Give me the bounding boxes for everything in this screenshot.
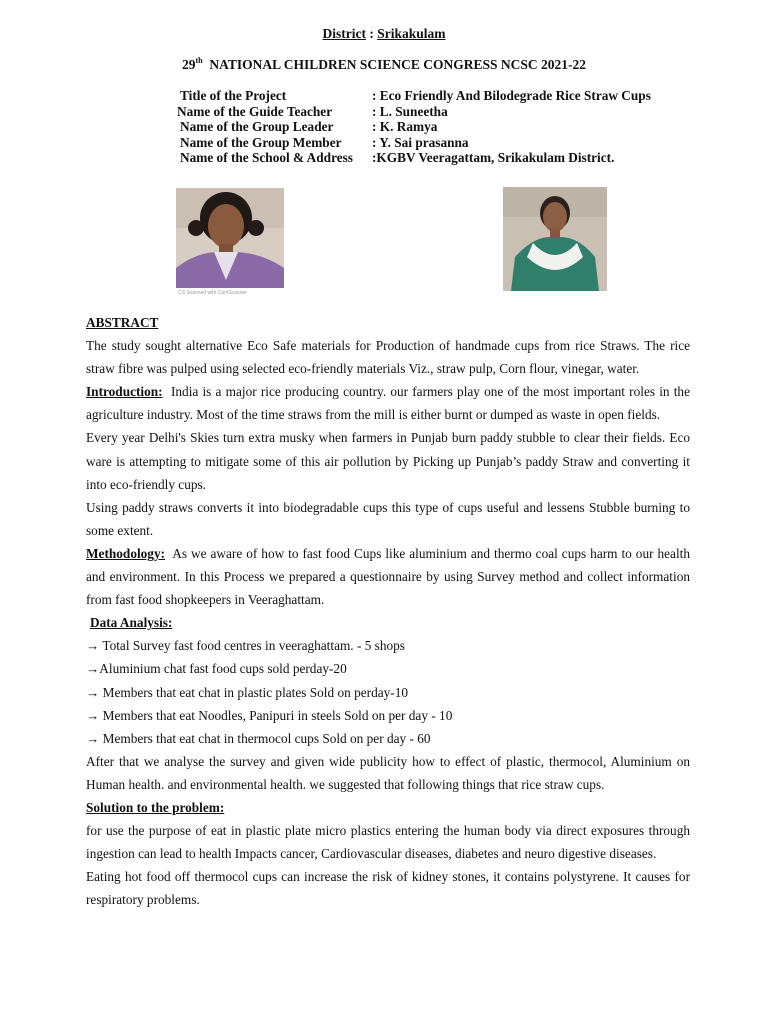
project-details [177, 88, 651, 166]
detail-row-leader [180, 119, 651, 135]
detail-value: : Y. Sai prasanna [372, 134, 469, 150]
congress-ordinal: 29 [181, 57, 196, 72]
data-analysis-item: → Members that eat Noodles, Panipuri in steels Sold on per day - 10 [86, 707, 453, 723]
detail-key: Name of the Guide Teacher [177, 103, 333, 119]
methodology-paragraph [86, 542, 694, 611]
data-analysis-item: →Aluminium chat fast food cups sold perday-20 [86, 661, 347, 677]
data-analysis-heading-line [86, 611, 690, 634]
introduction-paragraph-3: Using paddy straws converts it into biodegradable cups this type of cups useful and lessens Stubble burning to some extent. [86, 499, 690, 538]
district-separator: : [365, 26, 378, 41]
abstract-heading [86, 311, 690, 334]
detail-value: :KGBV Veeragattam, Srikakulam District. [372, 150, 615, 166]
congress-ordinal-suffix: th [195, 56, 203, 65]
student-portrait-image [176, 188, 284, 288]
document-body [86, 311, 694, 911]
solution-heading: Solution to the problem: [86, 799, 225, 815]
group-member-photo [503, 187, 607, 291]
abstract-title: ABSTRACT [86, 315, 159, 330]
data-analysis-item: → Members that eat chat in plastic plates Sold on perday-10 [86, 684, 408, 700]
district-line [0, 26, 768, 42]
introduction-heading: Introduction: [86, 384, 163, 400]
district-label: District [322, 26, 366, 41]
detail-value: : Eco Friendly And Bilodegrade Rice Straw Cups [372, 88, 651, 103]
detail-row-title [180, 88, 651, 104]
group-leader-photo [176, 188, 284, 288]
detail-row-member [180, 135, 651, 151]
introduction-text: India is a major rice producing country. our farmers play one of the most important roles in the agriculture industry. Most of the time straws from the mill is either burnt or dumped as waste in open fields. [86, 384, 694, 423]
detail-key: Name of the Group Member [180, 134, 342, 150]
district-value: Srikakulam [377, 26, 446, 41]
methodology-text: As we aware of how to fast food Cups like aluminium and thermo coal cups harm to our health and environment. In this Process we prepared a questionnaire by using Survey method and collect information from fast food shopkeepers in Veeraghattam. [86, 545, 694, 608]
solution-paragraph-1: for use the purpose of eat in plastic plate micro plastics entering the human body via direct exposures through ingestion can lead to health Impacts cancer, Cardiovascular diseases, diabetes and neuro digestive diseases. [86, 823, 690, 862]
congress-title [0, 56, 768, 73]
solution-heading-line [86, 796, 690, 819]
data-analysis-heading: Data Analysis: [90, 615, 173, 631]
data-analysis-summary: After that we analyse the survey and given wide publicity how to effect of plastic, thermocol, Aluminium on Human health. and environmental health. we suggested that following things that rice straw cups. [86, 753, 690, 792]
detail-key: Title of the Project [180, 88, 287, 103]
detail-value: : K. Ramya [372, 119, 438, 135]
scanner-watermark: CS Scanned with CamScanner [178, 290, 247, 296]
data-analysis-item: → Members that eat chat in thermocol cups Sold on per day - 60 [86, 730, 431, 746]
detail-row-guide [177, 104, 651, 120]
detail-row-school [180, 150, 651, 166]
solution-paragraph-2: Eating hot food off thermocol cups can increase the risk of kidney stones, it contains polystyrene. It causes for respiratory problems. [86, 869, 690, 908]
methodology-heading: Methodology: [86, 545, 166, 561]
abstract-paragraph: The study sought alternative Eco Safe materials for Production of handmade cups from rice Straws. The rice straw fibre was pulped using selected eco-friendly materials Viz., straw pulp, Corn flour, vinegar, water. [86, 338, 690, 377]
detail-value: : L. Suneetha [372, 103, 448, 119]
data-analysis-item: → Total Survey fast food centres in veeraghattam. - 5 shops [86, 638, 405, 654]
detail-key: Name of the School & Address [180, 150, 353, 166]
detail-key: Name of the Group Leader [180, 119, 334, 135]
congress-name: NATIONAL CHILDREN SCIENCE CONGRESS NCSC 2021-22 [202, 57, 587, 72]
introduction-paragraph-2: Every year Delhi's Skies turn extra musky when farmers in Punjab burn paddy stubble to clear their fields. Eco ware is attempting to mitigate some of this air pollution by Picking up Punjab’s paddy Straw and converting it into eco-friendly cups. [86, 430, 690, 492]
student-portrait-image [503, 187, 607, 291]
introduction-paragraph [86, 380, 694, 426]
